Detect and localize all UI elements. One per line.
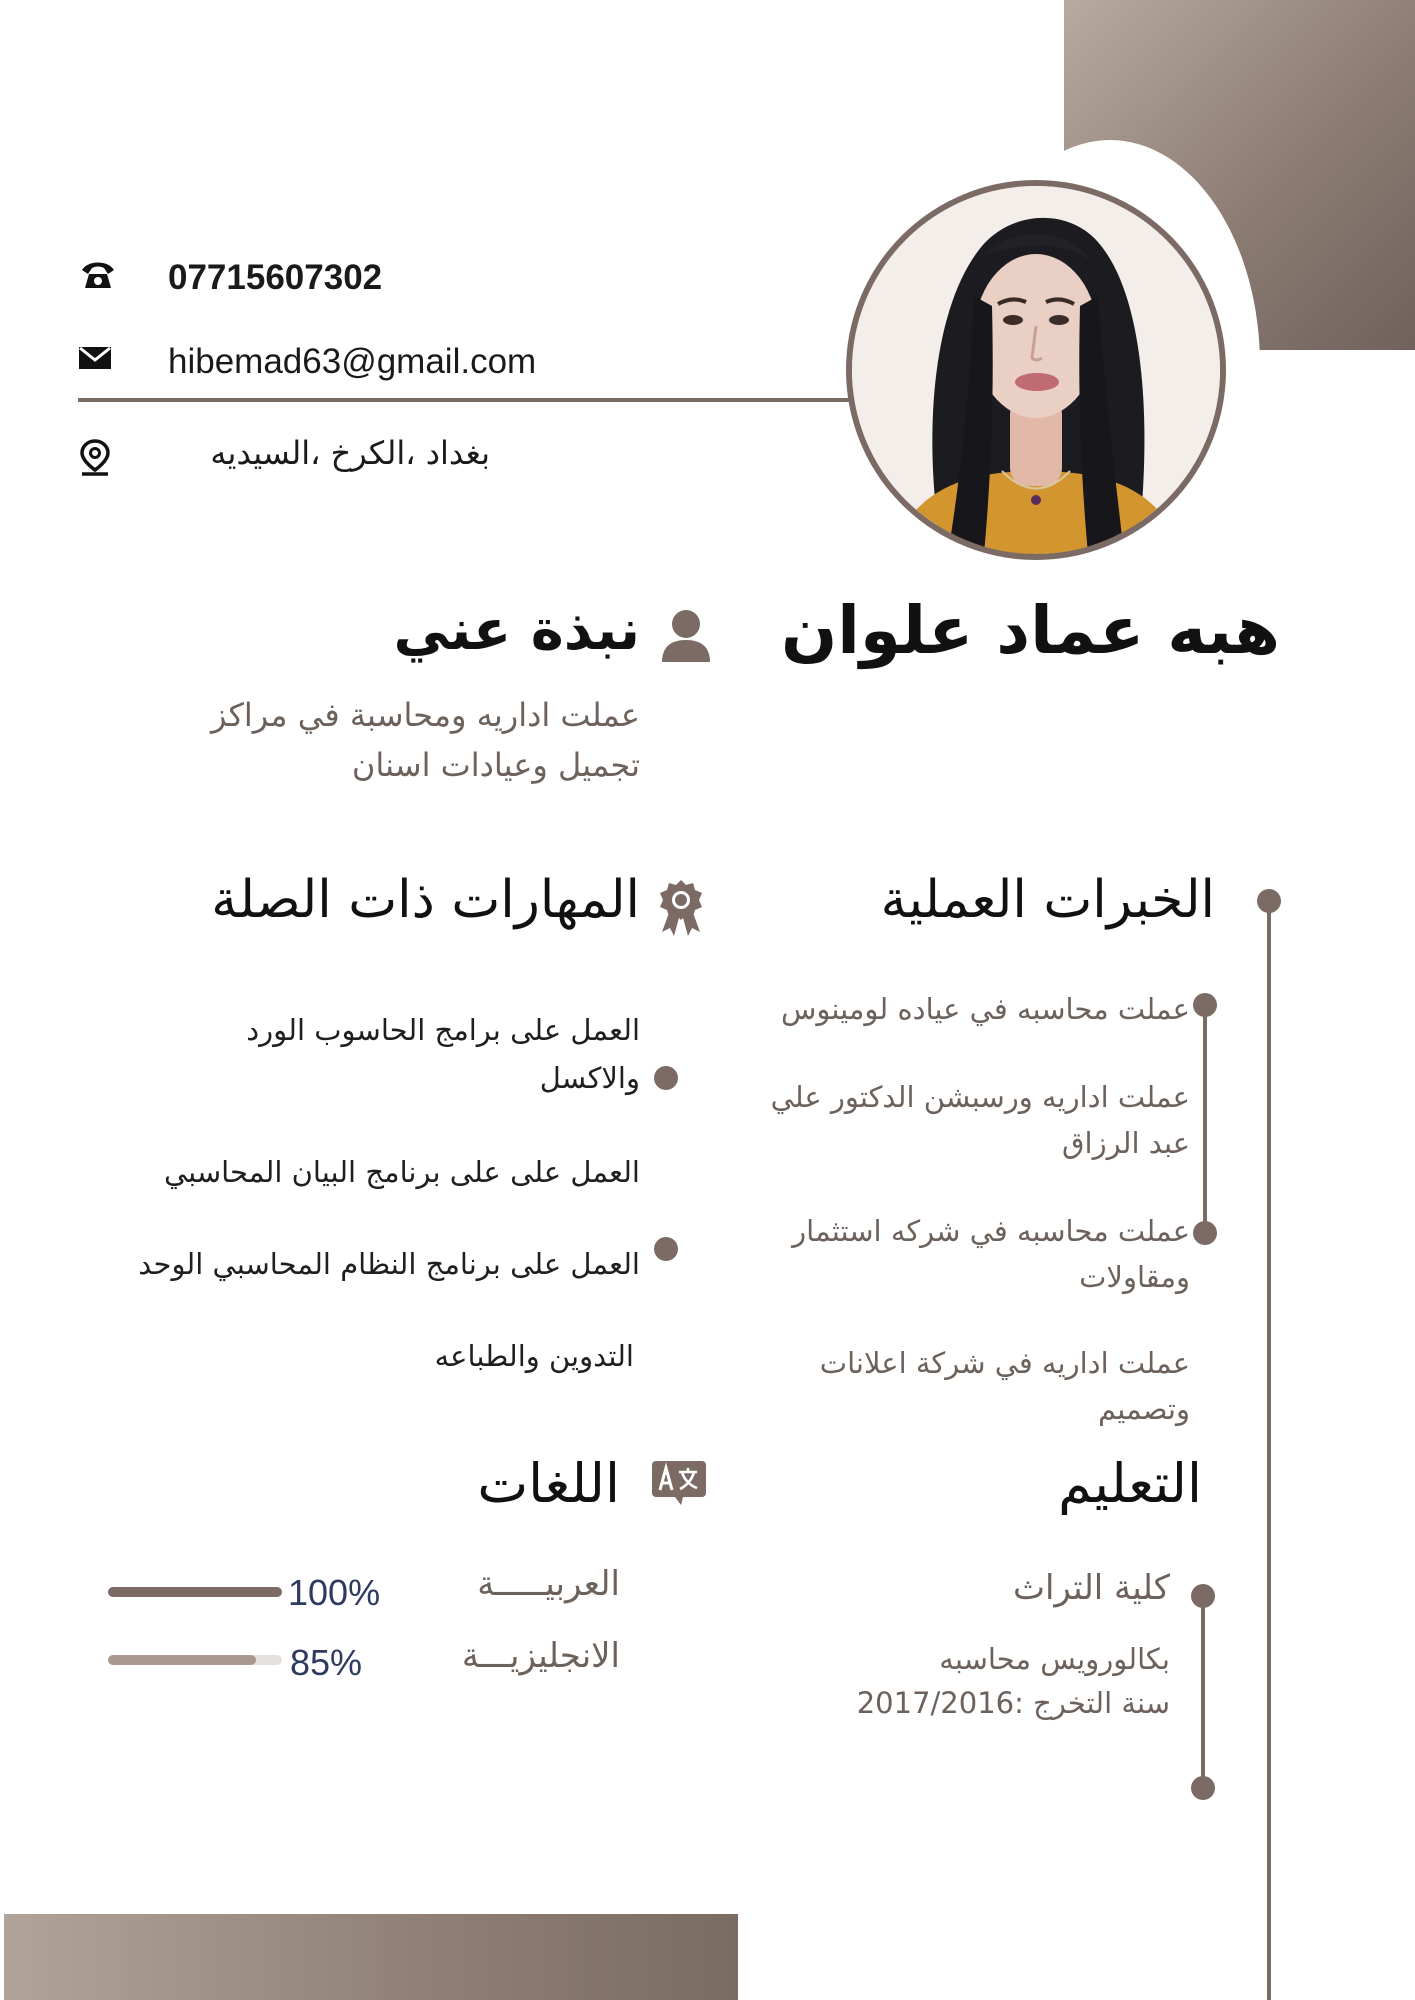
education-title: التعليم: [1058, 1452, 1202, 1515]
skill-item: [300, 1332, 634, 1380]
skill-line: العمل على برنامج النظام المحاسبي الوحد: [138, 1247, 640, 1281]
experience-line: وتصميم: [1097, 1392, 1190, 1426]
skill-line: العمل على على برنامج البيان المحاسبي: [163, 1155, 640, 1189]
education-graduation-year: سنة التخرج :2017/2016: [856, 1686, 1170, 1720]
education-school: كلية التراث: [1012, 1568, 1170, 1608]
contact-address: بغداد ،الكرخ ،السيديه: [210, 434, 490, 472]
language-percent-arabic: 100%: [288, 1572, 381, 1613]
person-icon: [660, 608, 712, 662]
skill-dot: [654, 1237, 678, 1261]
profile-photo: [846, 180, 1226, 560]
skill-item: [40, 1240, 640, 1288]
decorative-bar-bottom: [4, 1914, 738, 2000]
language-name-arabic: العربيـــــة: [477, 1564, 620, 1604]
main-timeline-line: [1267, 900, 1271, 2000]
skill-line: التدوين والطباعه: [434, 1339, 634, 1373]
experience-item: [690, 1208, 1190, 1300]
about-line: عملت اداريه ومحاسبة في مراكز: [210, 696, 640, 734]
languages-title: اللغات: [477, 1452, 620, 1515]
experience-item: [690, 1074, 1190, 1166]
experience-line: عملت محاسبه في عياده لومينوس: [781, 992, 1190, 1026]
experience-line: عملت محاسبه في شركه استثمار: [792, 1214, 1190, 1248]
experience-line: عملت اداريه ورسبشن الدكتور علي: [770, 1080, 1190, 1114]
skill-item: [100, 1006, 640, 1102]
experience-item: [690, 1340, 1190, 1432]
language-bar-track-english: [108, 1655, 282, 1665]
award-badge-icon: [656, 878, 706, 936]
education-timeline-line: [1201, 1596, 1205, 1786]
email-icon: [78, 346, 118, 386]
translate-icon: [651, 1460, 707, 1506]
phone-icon: [78, 258, 118, 298]
experience-title: الخبرات العملية: [880, 870, 1215, 930]
experience-dot: [1193, 1221, 1217, 1245]
language-bar-fill-arabic: [108, 1587, 282, 1597]
about-title: نبذة عني: [393, 598, 640, 663]
contact-email[interactable]: hibemad63@gmail.com: [168, 342, 537, 381]
education-dot: [1191, 1776, 1215, 1800]
experience-timeline-line: [1203, 1005, 1207, 1233]
language-bar-track-arabic: [108, 1587, 282, 1597]
contact-phone: 07715607302: [168, 258, 383, 297]
language-percent-english: 85%: [290, 1642, 363, 1683]
about-line: تجميل وعيادات اسنان: [351, 746, 640, 784]
experience-line: عبد الرزاق: [1062, 1126, 1190, 1160]
language-name-english: الانجليزيـــة: [461, 1636, 620, 1676]
experience-item: [690, 986, 1190, 1032]
skill-line: العمل على برامج الحاسوب الورد: [246, 1013, 640, 1047]
full-name: هبه عماد علوان: [780, 592, 1280, 669]
location-pin-icon: [78, 438, 118, 478]
contact-divider: [78, 398, 850, 402]
education-degree: بكالورويس محاسبه: [939, 1642, 1170, 1676]
language-bar-fill-english: [108, 1655, 256, 1665]
experience-line: عملت اداريه في شركة اعلانات: [819, 1346, 1190, 1380]
experience-line: ومقاولات: [1079, 1260, 1190, 1294]
skill-item: [60, 1148, 640, 1196]
skill-line: والاكسل: [539, 1061, 640, 1095]
about-text: [100, 690, 640, 790]
skill-dot: [654, 1066, 678, 1090]
skills-title: المهارات ذات الصلة: [211, 870, 640, 930]
